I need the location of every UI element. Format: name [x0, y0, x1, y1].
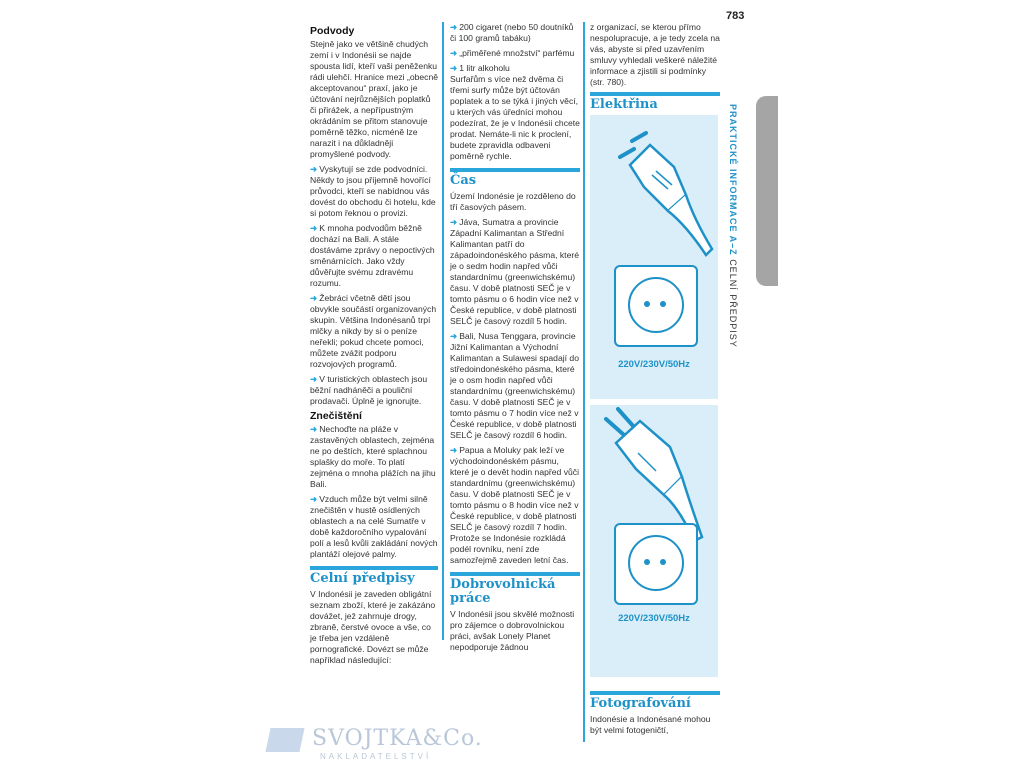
arrow-bullet-icon: ➜ — [310, 494, 318, 504]
arrow-bullet-icon: ➜ — [450, 217, 458, 227]
socket-type-f-icon — [614, 523, 698, 605]
socket-type-c-icon — [614, 265, 698, 347]
plug-type-c-icon — [590, 115, 718, 265]
arrow-bullet-icon: ➜ — [310, 223, 318, 233]
bullet-item: ➜ „přiměřené množství“ parfému — [450, 48, 575, 58]
arrow-bullet-icon: ➜ — [310, 374, 318, 384]
paragraph: Stejně jako ve většině chudých zemí i v Indonésii se najde spousta lidí, kteří vaši peněženku rádi ulehčí. Hranice mezi „obecně akceptovanou“ praxí, jako je účtování nejrůznějších poplatků či přirážek, a nepřípustným okrádáním se přitom stanovuje poměrně těžko, nicméně lze narazit i na důkladněji promyšlené podvody. — [310, 39, 439, 159]
bullet-item: ➜ V turistických oblastech jsou běžní nadháněči a pouliční prodavači. Úplně je ignorujte. — [310, 374, 428, 406]
publisher-watermark — [268, 726, 483, 766]
watermark-sub: NAKLADATELSTVÍ — [320, 752, 432, 761]
publisher-logo-icon — [265, 728, 304, 752]
section-cas — [450, 168, 580, 188]
column-3 — [590, 22, 720, 740]
paragraph: z organizací, se kterou přímo nespolupracuje, a je tedy zcela na vás, abyste si před uzavřením smluvy vyhledali veškeré náležité informace a zjistili si podmínky (str. 780). — [590, 22, 720, 87]
plug-panel-type-f — [590, 405, 718, 677]
bullet-item: ➜ Papua a Moluky pak leží ve východoindonéském pásmu, které je o devět hodin napřed vůči standardnímu (greenwichskému) času. V době platnosti SEČ je v tomto pásmu o 8 hodin více než v České republice, v době platnosti SELČ je časový rozdíl 7 hodin. Protože se Indonésie rozkládá podél rovníku, není zde samozřejmě zaveden letní čas. — [450, 445, 579, 565]
voltage-label: 220V/230V/50Hz — [618, 359, 690, 370]
column-2 — [450, 22, 580, 657]
paragraph: Indonésie a Indonésané mohou být velmi fotogeničtí, — [590, 714, 711, 735]
bullet-item: ➜ 1 litr alkoholu — [450, 63, 510, 73]
bullet-item: ➜ Žebráci včetně dětí jsou obvykle součástí organizovaných skupin. Většina Indonésanů trpí mlčky a nikdy by si o peníze neřekli; pokud chcete pomoci, můžete zvážit podporu rozvojových programů. — [310, 293, 437, 369]
side-tab — [756, 96, 778, 286]
column-divider — [583, 22, 585, 742]
heading-znecisteni: Znečištění — [310, 410, 362, 422]
section-title: Elektřina — [590, 97, 658, 112]
heading-podvody: Podvody — [310, 25, 355, 37]
section-dobrovolnicka-prace — [450, 572, 580, 606]
arrow-bullet-icon: ➜ — [450, 22, 458, 32]
section-fotografovani — [590, 691, 720, 711]
arrow-bullet-icon: ➜ — [450, 63, 458, 73]
paragraph: V Indonésii jsou skvělé možnosti pro zájemce o dobrovolnickou práci, avšak Lonely Planet nepodporuje žádnou — [450, 609, 575, 652]
section-title: Fotografování — [590, 696, 691, 711]
bullet-item: ➜ Jáva, Sumatra a provincie Západní Kalimantan a Střední Kalimantan patří do západoindonéského pásma, které je o sedm hodin napřed vůči standardnímu (greenwichskému) času. V době platnosti SEČ je v tomto pásmu o 6 hodin více než v České republice, v době platnosti SELČ je časový rozdíl 5 hodin. — [450, 217, 579, 326]
bullet-item: ➜ Bali, Nusa Tenggara, provincie Jižní Kalimantan a Východní Kalimantan a Sulawesi spadají do středoindonéského pásma, které je o osm hodin napřed vůči standardnímu (greenwichskému) času. V době platnosti SEČ je v tomto pásmu o 7 hodin více než v České republice, v době platnosti SELČ je časový rozdíl 6 hodin. — [450, 331, 579, 440]
section-title: Čas — [450, 173, 477, 188]
section-celni-predpisy — [310, 566, 438, 586]
arrow-bullet-icon: ➜ — [450, 48, 458, 58]
bullet-item: ➜ Vyskytují se zde podvodníci. Někdy to jsou příjemně hovořící průvodci, kteří se nabídnou vás dovést do obchodu či hotelu, kde si potom řeknou o provizi. — [310, 164, 436, 218]
arrow-bullet-icon: ➜ — [310, 424, 318, 434]
watermark-name: SVOJTKA&Co. — [312, 726, 483, 751]
bullet-item: ➜ K mnoha podvodům běžně dochází na Bali. A stále dostáváme zprávy o nepoctivých směnárnících. Jako vždy důvěřujte svému zdravému rozumu. — [310, 223, 435, 288]
page-number: 783 — [726, 10, 745, 22]
bullet-item: ➜ Nechoďte na pláže v zastavěných oblastech, zejména ne po deštích, které splachnou splašky do moře. To platí zejména o mnoha plážích na jihu Bali. — [310, 424, 436, 489]
column-divider — [442, 22, 444, 640]
arrow-bullet-icon: ➜ — [310, 293, 318, 303]
arrow-bullet-icon: ➜ — [450, 331, 458, 341]
paragraph: Surfařům s více než dvěma či třemi surfy může být účtován poplatek a to se týká i jiných věcí, u kterých vás úředníci mohou podezírat, že je v Indonésii chcete prodat. Nemáte-li nic k proclení, budete zpravidla odbaveni poměrně rychle. — [450, 74, 580, 161]
section-elektrina — [590, 92, 720, 112]
bullet-item: ➜ 200 cigaret (nebo 50 doutníků či 100 gramů tabáku) — [450, 22, 574, 43]
column-1 — [310, 22, 438, 670]
plug-panel-type-c — [590, 115, 718, 399]
section-title: Celní předpisy — [310, 571, 415, 586]
arrow-bullet-icon: ➜ — [450, 445, 458, 455]
paragraph: V Indonésii je zaveden obligátní seznam zboží, které je zakázáno dovážet, jež zahrnuje drogy, zbraně, čerstvé ovoce a vše, co je třeba jen vzdáleně pornografické. Dovézt se může například následující: — [310, 589, 436, 665]
arrow-bullet-icon: ➜ — [310, 164, 318, 174]
section-title: Dobrovolnická práce — [450, 577, 556, 606]
paragraph: Území Indonésie je rozděleno do tří časových pásem. — [450, 191, 576, 212]
bullet-item: ➜ Vzduch může být velmi silně znečištěn v hustě osídlených oblastech a na celé Sumatře v době každoročního vypalování polí a lesů kvůli zakládání nových plantáží olejové palmy. — [310, 494, 438, 559]
side-tab-label: PRAKTICKÉ INFORMACE A–Z CELNÍ PŘEDPISY — [728, 104, 738, 348]
voltage-label: 220V/230V/50Hz — [618, 613, 690, 624]
